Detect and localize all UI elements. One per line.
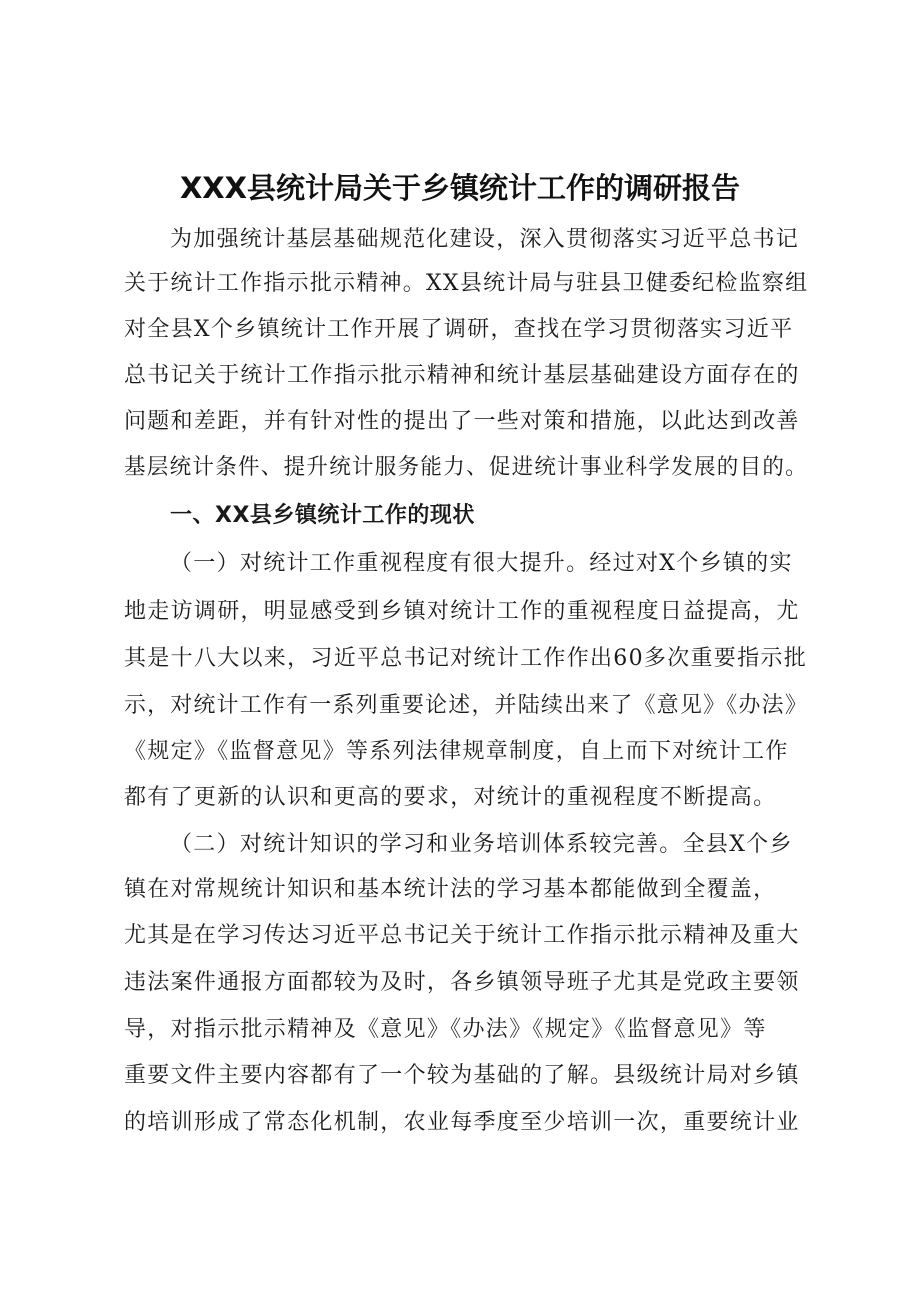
paragraph-3-line-1: （二）对统计知识的学习和业务培训体系较完善。全县X个乡 (170, 832, 793, 857)
paragraph-1-line-4: 总书记关于统计工作指示批示精神和统计基层基础建设方面存在的 (124, 363, 800, 388)
paragraph-2-line-1: （一）对统计工作重视程度有很大提升。经过对X个乡镇的实 (170, 551, 793, 576)
document-title: XXX县统计局关于乡镇统计工作的调研报告 (179, 171, 741, 205)
paragraph-1-line-6: 基层统计条件、提升统计服务能力、促进统计事业科学发展的目的。 (124, 455, 808, 480)
paragraph-3-line-5: 导，对指示批示精神及《意见》《办法》《规定》《监督意见》等 (124, 1017, 767, 1042)
paragraph-3-line-7: 的培训形成了常态化机制，农业每季度至少培训一次，重要统计业 (124, 1110, 800, 1135)
paragraph-2-line-4: 示，对统计工作有一系列重要论述，并陆续出来了《意见》《办法》 (124, 693, 809, 718)
section-heading-1: 一、XX县乡镇统计工作的现状 (170, 503, 475, 528)
paragraph-2-line-6: 都有了更新的认识和更高的要求，对统计的重视程度不断提高。 (124, 785, 777, 810)
paragraph-1-line-2: 关于统计工作指示批示精神。XX县统计局与驻县卫健委纪检监察组 (124, 271, 809, 296)
paragraph-3-line-4: 违法案件通报方面都较为及时，各乡镇领导班子尤其是党政主要领 (124, 970, 800, 995)
paragraph-2-line-5: 《规定》《监督意见》等系列法律规章制度，自上而下对统计工作 (124, 739, 789, 764)
paragraph-1-line-1: 为加强统计基层基础规范化建设，深入贯彻落实习近平总书记 (170, 227, 800, 252)
paragraph-3-line-6: 重要文件主要内容都有了一个较为基础的了解。县级统计局对乡镇 (124, 1063, 800, 1088)
paragraph-3-line-2: 镇在对常规统计知识和基本统计法的学习基本都能做到全覆盖， (124, 877, 777, 902)
paragraph-2-line-3: 其是十八大以来，习近平总书记对统计工作作出60多次重要指示批 (124, 646, 807, 671)
paragraph-2-line-2: 地走访调研，明显感受到乡镇对统计工作的重视程度日益提高，尤 (124, 599, 800, 624)
paragraph-1-line-3: 对全县X个乡镇统计工作开展了调研，查找在学习贯彻落实习近平 (124, 317, 794, 342)
paragraph-3-line-3: 尤其是在学习传达习近平总书记关于统计工作指示批示精神及重大 (124, 923, 800, 948)
paragraph-1-line-5: 问题和差距，并有针对性的提出了一些对策和措施，以此达到改善 (124, 409, 800, 434)
